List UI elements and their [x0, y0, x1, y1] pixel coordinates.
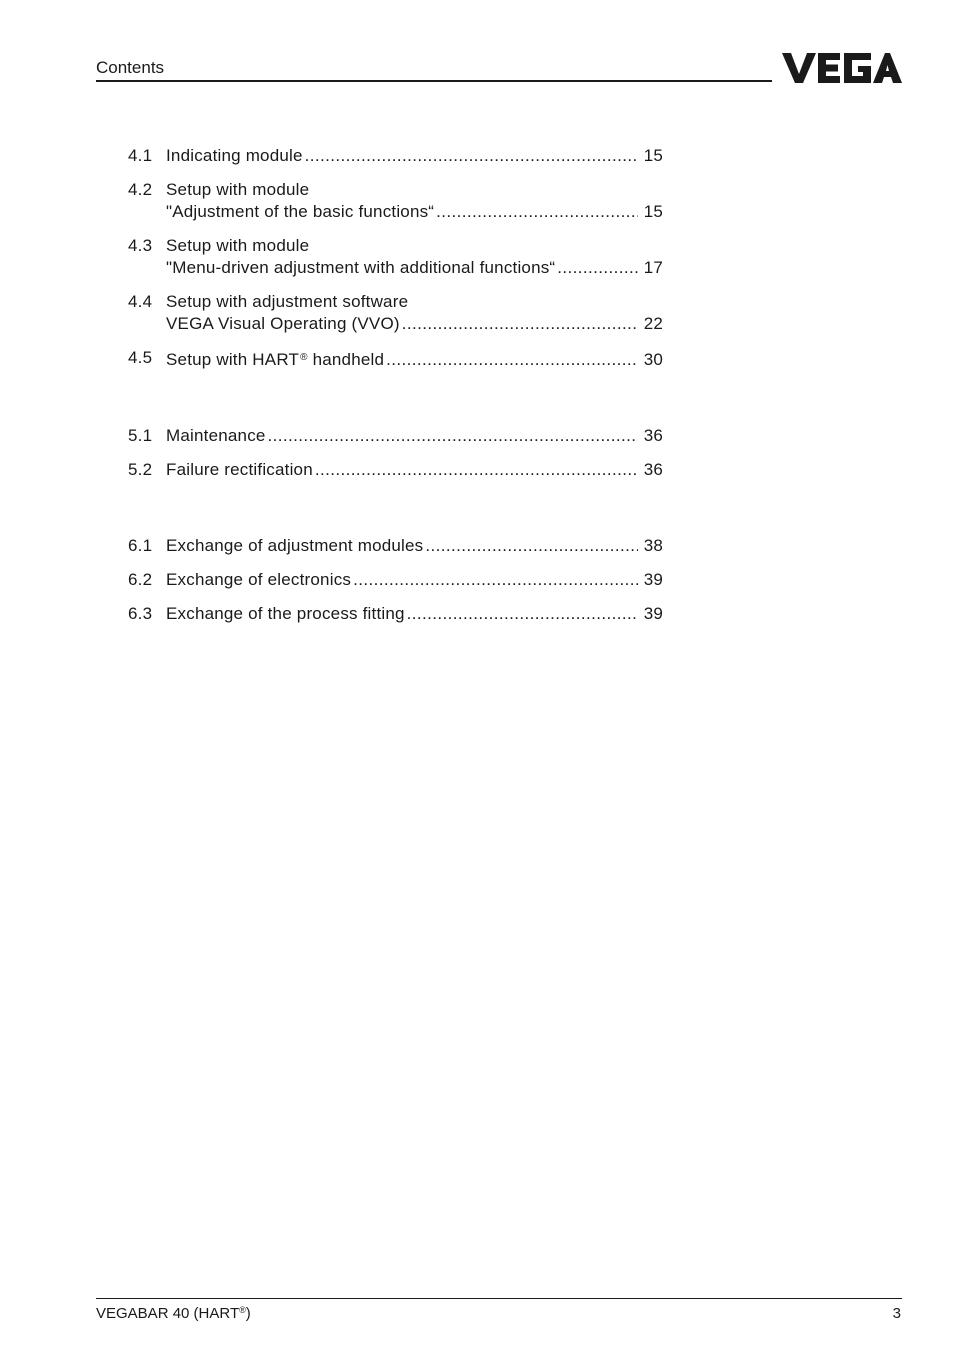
- dot-leader: [557, 257, 637, 279]
- toc-entry[interactable]: [128, 235, 663, 279]
- toc-entry-page: 36: [643, 460, 663, 479]
- dot-leader: [436, 201, 638, 223]
- toc-entry-number: 4.2: [128, 180, 153, 199]
- toc-entry-title: Indicating module: [166, 146, 303, 165]
- toc-entry-title: Setup with HART® handheld: [166, 350, 385, 369]
- toc-entry-page: 30: [643, 350, 663, 369]
- dot-leader: [402, 313, 638, 335]
- toc-entry-title: "Adjustment of the basic functions“: [166, 202, 435, 221]
- footer-rule: [96, 1298, 902, 1299]
- toc-entry-title: VEGA Visual Operating (VVO): [166, 314, 400, 333]
- toc-entry-page: 36: [643, 426, 663, 445]
- toc-entry[interactable]: [128, 425, 663, 447]
- toc-entry-title: Exchange of electronics: [166, 570, 352, 589]
- toc-entry-title: "Menu-driven adjustment with additional functions“: [166, 258, 556, 277]
- dot-leader: [305, 145, 638, 167]
- toc-entry-page: 39: [643, 604, 663, 623]
- toc-entry-number: 6.1: [128, 536, 153, 555]
- toc-entry[interactable]: [128, 603, 663, 625]
- toc-entry-page: 39: [643, 570, 663, 589]
- toc-entry-title-line: Setup with adjustment software: [166, 292, 409, 311]
- toc-entry-title: Exchange of adjustment modules: [166, 536, 424, 555]
- table-of-contents: [128, 145, 663, 625]
- vega-logo: [782, 52, 902, 84]
- toc-entry-title: Exchange of the process fitting: [166, 604, 405, 623]
- toc-entry[interactable]: [128, 347, 663, 371]
- toc-entry-number: 5.2: [128, 460, 153, 479]
- toc-entry-page: 15: [643, 146, 663, 165]
- dot-leader: [353, 569, 638, 591]
- dot-leader: [425, 535, 637, 557]
- toc-group: [128, 145, 663, 371]
- header-rule: [96, 80, 772, 82]
- dot-leader: [315, 459, 638, 481]
- header-title: Contents: [96, 58, 165, 77]
- toc-entry-number: 6.2: [128, 570, 153, 589]
- toc-entry-title: Failure rectification: [166, 460, 313, 479]
- toc-entry-page: 22: [643, 314, 663, 333]
- toc-entry-number: 4.5: [128, 348, 153, 367]
- toc-entry-page: 17: [643, 258, 663, 277]
- toc-entry-page: 15: [643, 202, 663, 221]
- toc-entry-title: Maintenance: [166, 426, 266, 445]
- vega-logo-mark: [782, 52, 902, 84]
- toc-group: [128, 425, 663, 481]
- dot-leader: [268, 425, 638, 447]
- toc-entry-number: 4.1: [128, 146, 153, 165]
- footer-product-name: VEGABAR 40 (HART®): [96, 1305, 251, 1322]
- toc-entry[interactable]: [128, 179, 663, 223]
- registered-mark: ®: [300, 352, 308, 363]
- toc-entry[interactable]: [128, 291, 663, 335]
- toc-entry-number: 4.4: [128, 292, 153, 311]
- dot-leader: [407, 603, 638, 625]
- toc-entry[interactable]: [128, 569, 663, 591]
- footer-page-number: 3: [892, 1305, 901, 1322]
- toc-entry[interactable]: [128, 459, 663, 481]
- toc-entry-number: 4.3: [128, 236, 153, 255]
- toc-entry-number: 5.1: [128, 426, 153, 445]
- toc-entry[interactable]: [128, 145, 663, 167]
- toc-entry[interactable]: [128, 535, 663, 557]
- toc-entry-number: 6.3: [128, 604, 153, 623]
- toc-entry-title-line: Setup with module: [166, 236, 310, 255]
- dot-leader: [386, 349, 638, 371]
- toc-entry-title-line: Setup with module: [166, 180, 310, 199]
- toc-entry-page: 38: [643, 536, 663, 555]
- toc-group: [128, 535, 663, 625]
